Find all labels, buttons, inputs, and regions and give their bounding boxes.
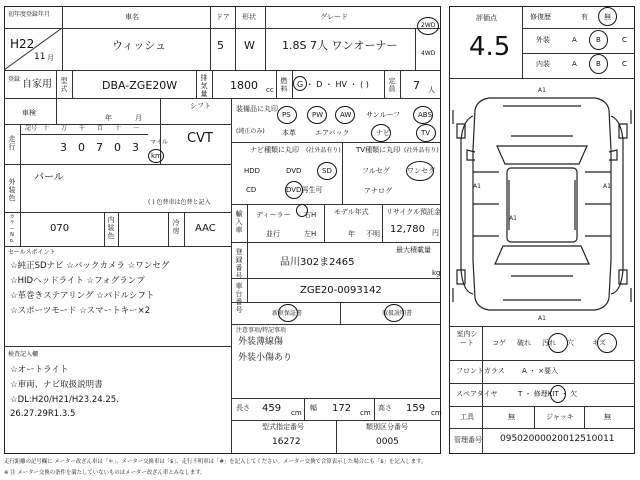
length-label: 長さ	[236, 404, 250, 412]
sales-points-title: セールスポイント	[8, 249, 56, 256]
mgmt-value: 09502000020012510011	[500, 434, 615, 444]
navi-title: ナビ種類に丸印	[250, 146, 299, 154]
cm-unit: cm	[360, 409, 371, 417]
navi-item: CD	[246, 186, 257, 194]
drive-2wd-circle	[417, 17, 439, 35]
mileage-digit: 0	[78, 141, 85, 154]
equipment-circle	[413, 106, 433, 124]
exterior-note: ( ) 色替車は色替と記入	[148, 199, 211, 206]
width-label: 幅	[310, 404, 317, 412]
import-right: 右H	[304, 211, 317, 219]
capacity-label: 定員	[388, 77, 396, 93]
tv-title: TV種類に丸印	[356, 146, 401, 154]
navi-item: SD	[322, 167, 332, 175]
damage-mark: A1	[473, 183, 481, 190]
seat-option: キズ	[592, 339, 606, 347]
doors-value: 5	[217, 39, 224, 52]
equipment-circle	[277, 106, 297, 124]
interior-b-circle	[589, 54, 608, 74]
drive-4wd: 4WD	[421, 50, 436, 57]
seat-option: コゲ	[492, 339, 506, 347]
spare-tire-kit-circle	[550, 385, 566, 403]
exterior-label: 外装色	[8, 178, 16, 202]
inspector-item: ☆車両、ナビ取扱説明書	[10, 380, 103, 390]
tools-value: 無	[508, 413, 515, 421]
shape-value: W	[244, 39, 255, 52]
tv-oneseg-circle	[406, 161, 434, 181]
grade-c: C	[622, 60, 627, 68]
model-label: 型式	[60, 77, 68, 93]
model-year-unknown: 不明	[366, 230, 380, 238]
recycle-label: リサイクル預託金	[386, 208, 442, 216]
interior-grade-label: 内装	[536, 60, 550, 68]
footer-line1: 走行距離の記号欄に メーター改ざん車は「＊」、メーター交換車は「$」、走行不明車は「#」を記入してください。メーター交換で合算表示した場合にも「$」を記入します。	[4, 459, 427, 465]
chassis-label: 車台番号	[235, 282, 243, 314]
inspector-item: ☆DL:H20/H21/H23.24.25.	[10, 395, 119, 405]
seat-scratch-circle	[597, 333, 617, 353]
drive-2wd: 2WD	[421, 22, 436, 29]
registration-label: 登録番号	[235, 248, 243, 280]
navi-item: HDD	[244, 167, 261, 175]
jack-value: 無	[604, 413, 611, 421]
mileage-place-label: 百	[97, 125, 104, 132]
usage: 自家用	[22, 79, 52, 90]
inspection-label: 車検	[22, 109, 36, 117]
first-reg-label: 初年度登録年月	[8, 11, 51, 18]
max-load-label: 最大積載量	[396, 246, 431, 254]
grade-b: B	[596, 60, 601, 68]
first-reg-diagonal	[4, 28, 62, 70]
import-parallel: 並行	[266, 230, 280, 238]
sales-point-item: ☆スポーツモード ☆スマートキー×2	[10, 306, 151, 316]
mileage-unit-km: km	[151, 152, 162, 160]
tools-label: 工具	[460, 413, 474, 421]
equipment-subtitle: (純正のみ)	[236, 128, 265, 135]
mileage-digit: 7	[96, 141, 103, 154]
cm-unit: cm	[431, 409, 442, 417]
equipment-item: PS	[282, 111, 291, 119]
cm-unit: cm	[291, 409, 302, 417]
km-circle	[148, 149, 164, 163]
repair-label: 修復歴	[530, 13, 551, 21]
navi-dvd-circle	[285, 181, 303, 199]
note-item: 外装薄線傷	[238, 337, 284, 347]
month-unit: 月	[47, 54, 54, 62]
capacity-value: 7	[413, 79, 420, 92]
car-name-label: 車名	[125, 13, 139, 21]
mileage-place-label: 一	[133, 125, 140, 132]
interior-color-label: 内装色	[107, 216, 115, 240]
doors-label: ドア	[216, 13, 230, 21]
kg-unit: kg	[432, 269, 441, 277]
damage-mark: A1	[603, 183, 611, 190]
shift-value: CVT	[187, 131, 213, 146]
exterior-b-circle	[589, 30, 608, 50]
model-value: DBA-ZGE20W	[102, 79, 178, 92]
equipment-item: TV	[421, 129, 431, 137]
spare-tire-label: スペアタイヤ	[456, 390, 498, 398]
mileage-digit: 0	[114, 141, 121, 154]
equipment-item: サンルーフ	[366, 111, 401, 119]
new-guarantee: 新車保証書	[272, 310, 303, 317]
yen-unit: 円	[432, 229, 439, 237]
grade-label: グレード	[320, 13, 348, 21]
navi-sub: (社外品有り)	[306, 147, 341, 154]
height-value: 159	[406, 403, 426, 414]
recycle-value: 12,780	[390, 224, 425, 235]
fuel-g-circle	[293, 76, 307, 91]
chassis-value: ZGE20-0093142	[300, 285, 382, 296]
equipment-item: ABS	[418, 111, 432, 119]
seat-option: 破れ	[517, 339, 531, 347]
notes-title: 注意事項/特記事項	[236, 327, 287, 334]
first-reg-era: H22	[10, 37, 35, 51]
import-dealer: ディーラー	[256, 211, 291, 219]
mileage-place-label: 万	[61, 125, 68, 132]
guarantee-circle	[278, 304, 298, 322]
manual-circle	[384, 304, 404, 322]
equipment-item: PW	[312, 111, 324, 119]
grade-value: 1.8S 7人 ワンオーナー	[282, 39, 398, 52]
person-unit: 人	[428, 86, 435, 94]
mileage-unit-mile: マイル	[150, 139, 168, 146]
mileage-place-label: 十	[115, 125, 122, 132]
equipment-item: 本革	[282, 129, 296, 137]
inspection-month-unit: 月	[135, 114, 142, 122]
model-year-year: 年	[348, 230, 355, 238]
score-label: 評価点	[476, 14, 497, 22]
exterior-grade-label: 外装	[536, 36, 550, 44]
model-spec-value: 16272	[272, 437, 301, 447]
repair-yes: 有	[581, 13, 588, 21]
seat-label: 室内シート	[456, 330, 478, 347]
inspector-item: ☆オートライト	[10, 365, 69, 375]
color-no-value: 070	[50, 223, 70, 234]
footer-line2: ※ 注 メーター交換の条件を満たしていないものはメーター改ざん車とみなします。	[4, 470, 206, 476]
manual-label: 取扱説明書	[382, 310, 413, 317]
jack-label: ジャッキ	[546, 413, 574, 421]
import-left: 左H	[304, 230, 317, 238]
ac-label: 冷房	[172, 219, 180, 235]
shape-label: 形状	[242, 13, 256, 21]
import-right-circle	[296, 204, 308, 217]
car-damage-diagram	[449, 80, 635, 326]
inspection-year-unit: 年	[105, 114, 112, 122]
category-value: 0005	[376, 437, 399, 447]
equipment-circle	[307, 106, 327, 124]
repair-no: 無	[604, 13, 611, 21]
sales-point-item: ☆革巻きステアリング ☆パドルシフト	[10, 291, 155, 301]
mileage-label: 走行	[8, 135, 16, 151]
equipment-circle	[416, 124, 436, 142]
grade-a: A	[572, 60, 577, 68]
mileage-place-label: 千	[79, 125, 86, 132]
mileage-digit: 3	[132, 141, 139, 154]
first-reg-month: 11	[34, 52, 46, 62]
mileage-digit: 3	[60, 141, 67, 154]
grade-b: B	[596, 36, 601, 44]
seat-option: 穴	[567, 339, 574, 347]
color-no-label: カラーNo.	[9, 214, 15, 244]
equipment-item: ナビ	[376, 129, 390, 137]
damage-mark: A1	[538, 87, 546, 94]
equipment-circle	[335, 106, 355, 124]
grade-c: C	[622, 36, 627, 44]
width-value: 172	[332, 403, 352, 414]
exterior-color: パール	[34, 172, 64, 183]
damage-mark: A1	[538, 315, 546, 322]
model-year-label: モデル年式	[334, 208, 369, 216]
seat-stain-circle	[548, 333, 568, 353]
tv-item: フルセグ	[362, 167, 390, 175]
navi-item: DVD	[286, 167, 302, 175]
tv-sub: (社外品有り)	[404, 147, 439, 154]
front-glass-value: A ・ ×要入	[522, 367, 559, 375]
note-item: 外装小傷あり	[238, 353, 293, 363]
repair-no-circle	[598, 7, 617, 26]
mileage-place-label: 記号	[25, 125, 38, 132]
equipment-title: 装備品に丸印	[236, 105, 278, 113]
category-label: 類別区分番号	[366, 423, 408, 431]
import-label: 輸入車	[235, 210, 243, 234]
front-glass-label: フロントガラス	[456, 367, 505, 375]
inspector-title: 検査記入欄	[8, 351, 39, 358]
plate-label: 登録	[8, 76, 21, 83]
equipment-item: エアバック	[315, 129, 350, 137]
fuel-options: G ・ D ・ HV ・ ( )	[297, 80, 369, 89]
grade-a: A	[572, 36, 577, 44]
car-name: ウィッシュ	[112, 39, 167, 52]
shift-label: シフト	[190, 102, 211, 110]
inspector-item: 26.27.29R1.3.5	[10, 409, 76, 419]
spare-tire-value: T ・ 修理KIT ・ 欠	[518, 390, 578, 398]
navi-sd-circle	[317, 162, 337, 180]
cc-unit: cc	[266, 86, 274, 94]
sales-point-item: ☆HIDヘッドライト ☆フォグランプ	[10, 276, 145, 286]
mgmt-label: 管理番号	[454, 436, 482, 444]
damage-mark: A1	[509, 215, 517, 222]
displacement-value: 1800	[230, 79, 258, 92]
score-value: 4.5	[469, 32, 511, 62]
height-label: 高さ	[378, 404, 392, 412]
seat-option: 汚れ	[542, 339, 556, 347]
length-value: 459	[262, 403, 282, 414]
navi-item: DVD再生可	[286, 186, 323, 194]
tv-item: ワンセグ	[407, 167, 435, 175]
equipment-circle	[371, 124, 391, 142]
equipment-item: AW	[340, 111, 352, 119]
mileage-place-label: 十	[43, 125, 50, 132]
model-spec-label: 型式指定番号	[262, 423, 304, 431]
sales-point-item: ☆純正SDナビ ☆バックカメラ ☆ワンセグ	[10, 261, 170, 271]
registration-value: 品川302ま2465	[280, 257, 355, 268]
tv-item: アナログ	[364, 187, 392, 195]
fuel-label: 燃料	[280, 77, 288, 93]
displacement-label: 排気量	[200, 74, 208, 98]
ac-value: AAC	[195, 223, 216, 234]
